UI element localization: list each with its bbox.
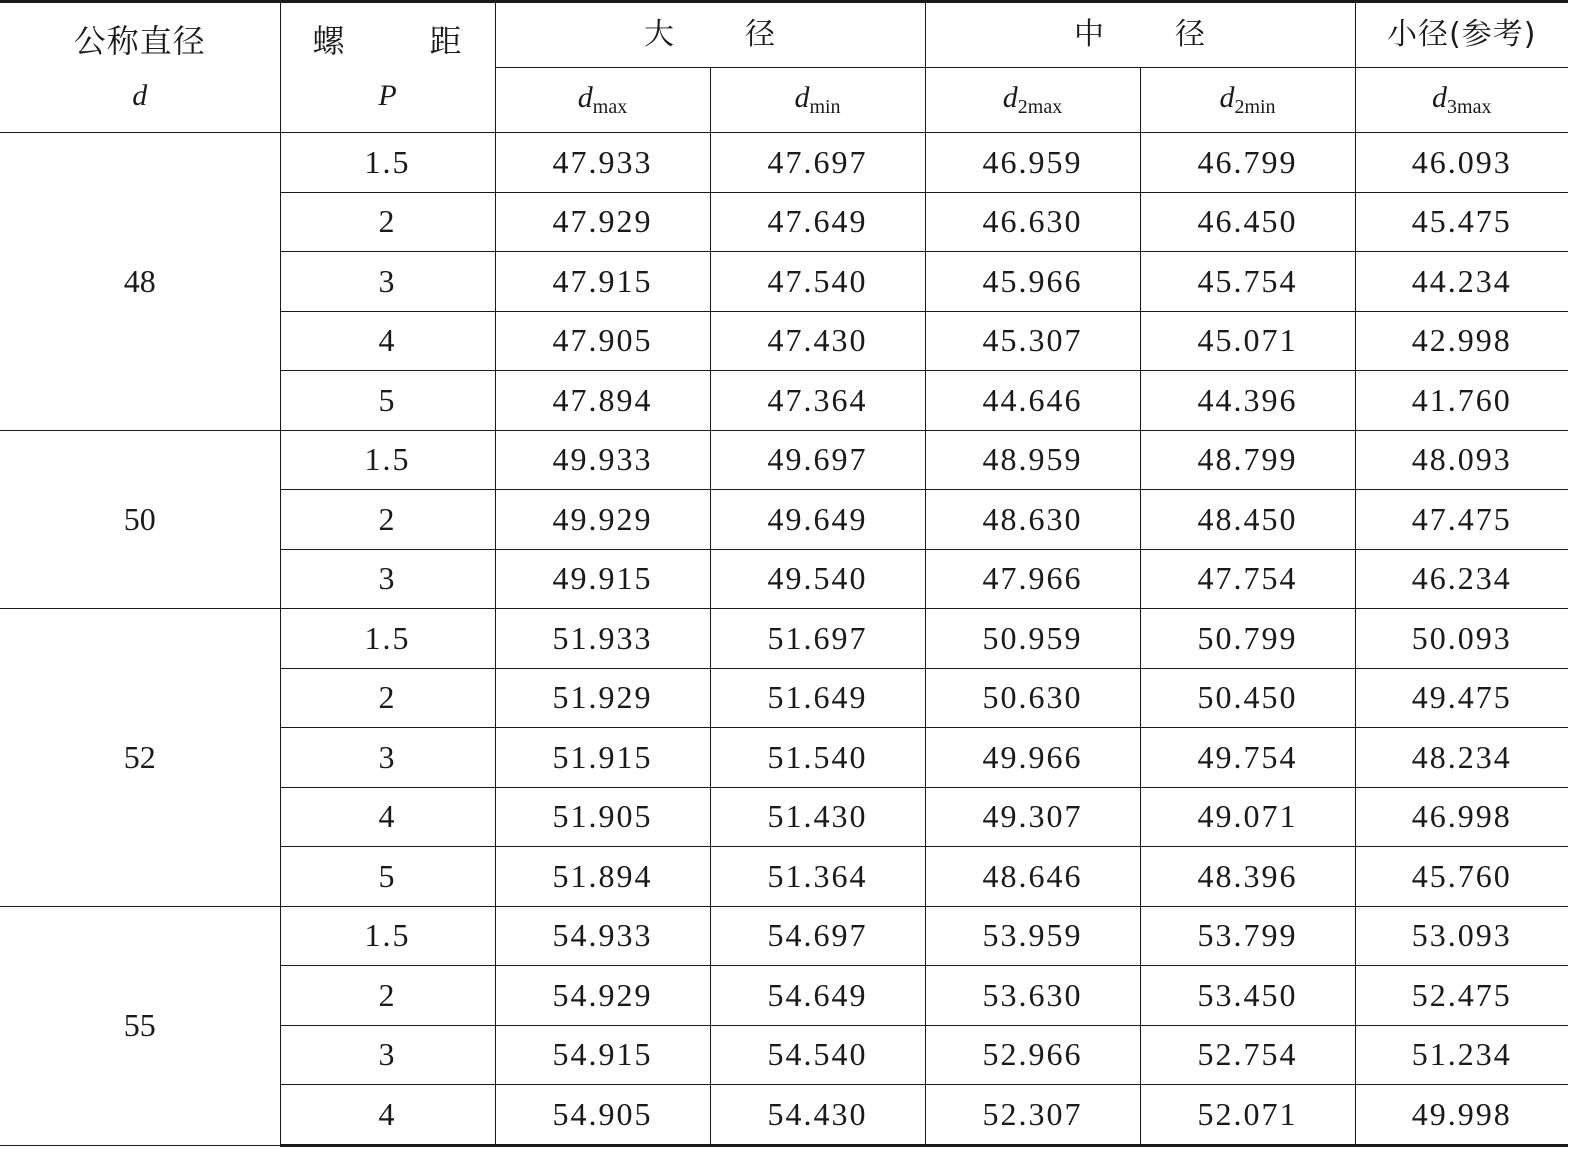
d2max-cell-value: 47.966 [982, 560, 1083, 597]
dmax-cell-value: 51.929 [552, 679, 653, 716]
d3max-cell [1355, 787, 1568, 847]
header-nominal-diameter [0, 2, 280, 133]
dmin-cell [710, 252, 925, 312]
nominal-diameter-cell [0, 430, 280, 609]
dmax-cell [495, 1085, 710, 1146]
dmax-subscript: max [592, 96, 628, 118]
pitch-cell-value: 2 [378, 500, 397, 537]
d3max-cell-value: 52.475 [1411, 976, 1512, 1013]
d2min-cell [1140, 787, 1355, 847]
nominal-diameter-symbol: d [132, 78, 148, 112]
dmax-cell-value: 47.915 [552, 262, 653, 299]
d2max-cell-value: 53.959 [982, 917, 1083, 954]
dmin-cell-value: 47.540 [767, 262, 868, 299]
d2max-subscript: 2max [1017, 96, 1063, 118]
nominal-diameter-cell [0, 133, 280, 431]
d3max-cell-value: 48.093 [1411, 441, 1512, 478]
dmax-cell [495, 609, 710, 669]
d2max-cell-value: 48.630 [982, 500, 1083, 537]
dmin-cell-value: 54.649 [767, 976, 868, 1013]
pitch-cell-value: 1.5 [364, 917, 411, 954]
dmin-cell [710, 549, 925, 609]
d2max-cell [925, 728, 1140, 788]
dmax-cell [495, 430, 710, 490]
d3max-cell [1355, 430, 1568, 490]
d3max-cell [1355, 1085, 1568, 1146]
d2max-cell [925, 371, 1140, 431]
nominal-diameter-value: 48 [123, 262, 156, 299]
dmax-cell [495, 133, 710, 193]
dmin-cell [710, 192, 925, 252]
dmin-cell [710, 847, 925, 907]
dmax-cell-value: 47.905 [552, 322, 653, 359]
dmax-cell [495, 668, 710, 728]
pitch-cell [280, 966, 495, 1026]
dmax-cell-value: 51.915 [552, 738, 653, 775]
dmax-cell [495, 728, 710, 788]
dmin-cell-value: 51.364 [767, 857, 868, 894]
dmax-symbol: d [577, 81, 593, 114]
d2min-cell-value: 47.754 [1197, 560, 1298, 597]
d2min-cell [1140, 490, 1355, 550]
dmax-cell-value: 51.894 [552, 857, 653, 894]
d2min-cell [1140, 192, 1355, 252]
d2min-cell-value: 53.799 [1197, 917, 1298, 954]
nominal-diameter-cell [0, 906, 280, 1145]
dmin-cell-value: 51.697 [767, 619, 868, 656]
d2min-cell-value: 46.450 [1197, 203, 1298, 240]
pitch-cell [280, 668, 495, 728]
dmin-cell [710, 609, 925, 669]
d2min-cell [1140, 133, 1355, 193]
pitch-cell [280, 549, 495, 609]
pitch-cell-value: 5 [378, 857, 397, 894]
d3max-subscript: 3max [1447, 96, 1492, 118]
dmin-cell-value: 49.697 [767, 441, 868, 478]
dmax-cell [495, 252, 710, 312]
dmin-cell [710, 668, 925, 728]
header-pitch [280, 2, 495, 133]
d3max-cell-value: 45.760 [1411, 857, 1512, 894]
dmax-cell-value: 51.905 [552, 798, 653, 835]
d2max-cell-value: 46.959 [982, 143, 1083, 180]
table-row [0, 609, 1568, 669]
nominal-diameter-label: 公称直径 [73, 21, 206, 60]
pitch-label-part-2: 距 [429, 21, 463, 60]
d2min-cell-value: 50.450 [1197, 679, 1298, 716]
dmax-cell [495, 371, 710, 431]
d2min-cell [1140, 252, 1355, 312]
d3max-cell [1355, 668, 1568, 728]
dmin-cell-value: 49.540 [767, 560, 868, 597]
pitch-cell [280, 371, 495, 431]
dmin-cell-value: 47.649 [767, 203, 868, 240]
dmax-cell [495, 490, 710, 550]
header-d2max [925, 68, 1140, 133]
d3max-cell [1355, 906, 1568, 966]
pitch-cell-value: 4 [378, 798, 397, 835]
d3max-cell [1355, 609, 1568, 669]
dmin-cell [710, 966, 925, 1026]
table-row [0, 430, 1568, 490]
d2min-cell [1140, 847, 1355, 907]
d3max-cell [1355, 490, 1568, 550]
d2min-cell-value: 45.071 [1197, 322, 1298, 359]
d2min-cell-value: 48.799 [1197, 441, 1298, 478]
d3max-cell [1355, 192, 1568, 252]
d2min-cell [1140, 668, 1355, 728]
d2max-cell-value: 44.646 [982, 381, 1083, 418]
pitch-diameter-label-part-2: 径 [1175, 17, 1206, 52]
d2max-cell [925, 133, 1140, 193]
d2min-cell-value: 53.450 [1197, 976, 1298, 1013]
d3max-cell-value: 49.475 [1411, 679, 1512, 716]
d2max-cell-value: 52.307 [982, 1095, 1083, 1132]
header-d3max [1355, 68, 1568, 133]
d2min-cell-value: 52.071 [1197, 1095, 1298, 1132]
d2min-cell [1140, 430, 1355, 490]
dmin-cell [710, 1085, 925, 1146]
d2min-cell-value: 48.396 [1197, 857, 1298, 894]
dmin-cell-value: 47.430 [767, 322, 868, 359]
pitch-cell-value: 3 [378, 1036, 397, 1073]
d2min-cell-value: 49.071 [1197, 798, 1298, 835]
dmax-cell-value: 49.929 [552, 500, 653, 537]
dmin-cell-value: 54.540 [767, 1036, 868, 1073]
d3max-cell-value: 51.234 [1411, 1036, 1512, 1073]
dmin-cell [710, 311, 925, 371]
pitch-cell [280, 609, 495, 669]
dmin-cell [710, 133, 925, 193]
d2max-cell [925, 787, 1140, 847]
dmax-cell-value: 47.894 [552, 381, 653, 418]
d3max-cell-value: 42.998 [1411, 322, 1512, 359]
d2max-cell [925, 430, 1140, 490]
d2max-cell [925, 906, 1140, 966]
header-pitch-diameter [925, 2, 1355, 68]
dmax-cell-value: 51.933 [552, 619, 653, 656]
d2max-cell-value: 48.646 [982, 857, 1083, 894]
dmax-cell [495, 1025, 710, 1085]
d3max-cell-value: 41.760 [1411, 381, 1512, 418]
dmax-cell-value: 47.933 [552, 143, 653, 180]
pitch-cell [280, 192, 495, 252]
d2max-cell [925, 252, 1140, 312]
dmax-cell-value: 54.933 [552, 917, 653, 954]
dmax-cell [495, 192, 710, 252]
d3max-cell-value: 46.998 [1411, 798, 1512, 835]
header-dmax [495, 68, 710, 133]
dmax-cell [495, 906, 710, 966]
dmax-cell [495, 787, 710, 847]
minor-diameter-label: 小径(参考) [1387, 17, 1537, 52]
dmax-cell-value: 49.933 [552, 441, 653, 478]
dmin-cell [710, 1025, 925, 1085]
dmin-cell-value: 54.697 [767, 917, 868, 954]
pitch-cell [280, 847, 495, 907]
d2max-cell [925, 311, 1140, 371]
nominal-diameter-value: 52 [123, 738, 156, 775]
d3max-cell [1355, 311, 1568, 371]
pitch-cell-value: 2 [378, 679, 397, 716]
d2min-cell [1140, 311, 1355, 371]
dmax-cell-value: 49.915 [552, 560, 653, 597]
dmin-cell-value: 51.540 [767, 738, 868, 775]
d3max-cell [1355, 371, 1568, 431]
d2max-cell [925, 966, 1140, 1026]
d2max-cell-value: 45.966 [982, 262, 1083, 299]
dmin-cell-value: 51.649 [767, 679, 868, 716]
dmax-cell-value: 47.929 [552, 203, 653, 240]
d3max-cell-value: 45.475 [1411, 203, 1512, 240]
d3max-cell-value: 50.093 [1411, 619, 1512, 656]
pitch-cell [280, 490, 495, 550]
pitch-cell-value: 4 [378, 1095, 397, 1132]
dmin-cell-value: 49.649 [767, 500, 868, 537]
d3max-cell [1355, 966, 1568, 1026]
major-diameter-label-part-1: 大 [644, 17, 675, 52]
d2min-cell [1140, 1025, 1355, 1085]
d2max-cell-value: 49.307 [982, 798, 1083, 835]
pitch-cell [280, 252, 495, 312]
pitch-cell-value: 1.5 [364, 441, 411, 478]
d2max-cell-value: 45.307 [982, 322, 1083, 359]
pitch-cell-value: 3 [378, 738, 397, 775]
header-major-diameter [495, 2, 925, 68]
d3max-cell [1355, 847, 1568, 907]
d3max-cell [1355, 252, 1568, 312]
pitch-cell [280, 787, 495, 847]
d2max-cell [925, 549, 1140, 609]
d2max-cell [925, 1085, 1140, 1146]
d2min-symbol: d [1219, 81, 1235, 114]
dmin-cell-value: 47.697 [767, 143, 868, 180]
dmax-cell-value: 54.929 [552, 976, 653, 1013]
pitch-label-part-1: 螺 [312, 21, 346, 60]
dmax-cell [495, 311, 710, 371]
d3max-cell-value: 46.093 [1411, 143, 1512, 180]
d3max-cell [1355, 728, 1568, 788]
d2min-cell-value: 48.450 [1197, 500, 1298, 537]
nominal-diameter-cell [0, 609, 280, 907]
header-d2min [1140, 68, 1355, 133]
pitch-cell [280, 430, 495, 490]
header-minor-diameter [1355, 2, 1568, 68]
pitch-label [312, 21, 463, 60]
dmin-cell [710, 906, 925, 966]
dmin-subscript: min [809, 96, 841, 118]
d2max-cell-value: 50.630 [982, 679, 1083, 716]
pitch-cell-value: 5 [378, 381, 397, 418]
dmin-cell [710, 430, 925, 490]
d2max-cell-value: 52.966 [982, 1036, 1083, 1073]
d2max-cell [925, 668, 1140, 728]
d3max-cell [1355, 549, 1568, 609]
pitch-cell [280, 133, 495, 193]
d3max-cell [1355, 133, 1568, 193]
pitch-cell-value: 3 [378, 262, 397, 299]
d3max-cell-value: 49.998 [1411, 1095, 1512, 1132]
pitch-cell [280, 1025, 495, 1085]
nominal-diameter-value: 55 [123, 1007, 156, 1043]
d2min-cell [1140, 549, 1355, 609]
pitch-cell-value: 2 [378, 976, 397, 1013]
nominal-diameter-value: 50 [123, 500, 156, 537]
d3max-cell-value: 47.475 [1411, 500, 1512, 537]
d3max-cell-value: 48.234 [1411, 738, 1512, 775]
d2max-cell-value: 53.630 [982, 976, 1083, 1013]
major-diameter-label-part-2: 径 [745, 17, 776, 52]
dmin-symbol: d [794, 81, 810, 114]
pitch-cell-value: 4 [378, 322, 397, 359]
d2max-cell [925, 192, 1140, 252]
d3max-cell-value: 44.234 [1411, 262, 1512, 299]
d2min-subscript: 2min [1234, 96, 1276, 118]
header-dmin [710, 68, 925, 133]
d2max-symbol: d [1002, 81, 1018, 114]
pitch-cell-value: 1.5 [364, 143, 411, 180]
dmin-cell [710, 490, 925, 550]
d2max-cell-value: 48.959 [982, 441, 1083, 478]
d2min-cell [1140, 609, 1355, 669]
pitch-diameter-label-part-1: 中 [1074, 17, 1105, 52]
d2min-cell-value: 50.799 [1197, 619, 1298, 656]
d2max-cell [925, 847, 1140, 907]
dmax-cell-value: 54.915 [552, 1036, 653, 1073]
pitch-cell [280, 311, 495, 371]
d2max-cell [925, 609, 1140, 669]
dmax-cell-value: 54.905 [552, 1095, 653, 1132]
d2min-cell-value: 45.754 [1197, 262, 1298, 299]
pitch-cell-value: 3 [378, 560, 397, 597]
d2max-cell-value: 49.966 [982, 738, 1083, 775]
table-body [0, 133, 1568, 1146]
d2max-cell [925, 1025, 1140, 1085]
d2min-cell [1140, 906, 1355, 966]
dmax-cell [495, 966, 710, 1026]
d2min-cell-value: 49.754 [1197, 738, 1298, 775]
d2max-cell-value: 46.630 [982, 203, 1083, 240]
d3max-symbol: d [1432, 81, 1448, 114]
d2max-cell-value: 50.959 [982, 619, 1083, 656]
d2min-cell [1140, 371, 1355, 431]
pitch-cell [280, 906, 495, 966]
d2min-cell [1140, 1085, 1355, 1146]
pitch-cell [280, 1085, 495, 1146]
d2min-cell-value: 46.799 [1197, 143, 1298, 180]
dmin-cell [710, 728, 925, 788]
dmin-cell [710, 787, 925, 847]
table-row [0, 133, 1568, 193]
dmax-cell [495, 847, 710, 907]
dmin-cell-value: 47.364 [767, 381, 868, 418]
d2max-cell [925, 490, 1140, 550]
d3max-cell-value: 46.234 [1411, 560, 1512, 597]
table-row [0, 906, 1568, 966]
d3max-cell [1355, 1025, 1568, 1085]
pitch-symbol: P [378, 78, 397, 112]
pitch-cell-value: 2 [378, 203, 397, 240]
dmin-cell-value: 51.430 [767, 798, 868, 835]
d2min-cell-value: 52.754 [1197, 1036, 1298, 1073]
d2min-cell [1140, 966, 1355, 1026]
d3max-cell-value: 53.093 [1411, 917, 1512, 954]
d2min-cell [1140, 728, 1355, 788]
dmax-cell [495, 549, 710, 609]
pitch-cell [280, 728, 495, 788]
dmin-cell [710, 371, 925, 431]
d2min-cell-value: 44.396 [1197, 381, 1298, 418]
dmin-cell-value: 54.430 [767, 1095, 868, 1132]
pitch-cell-value: 1.5 [364, 619, 411, 656]
